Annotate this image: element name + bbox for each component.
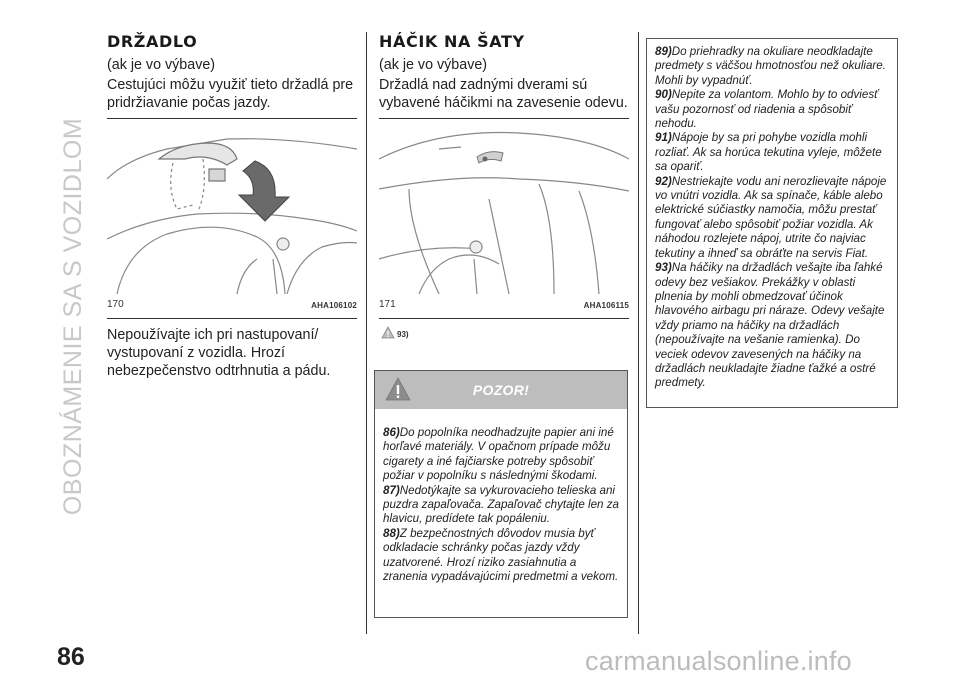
note-text: Nedotýkajte sa vykurovacieho telieska ani puzdra zapaľovača. Zapaľovač chytajte len za hlavicu, predídete tak popáleniu. xyxy=(383,483,619,526)
column-divider-right xyxy=(638,32,639,634)
figure-171 xyxy=(379,118,629,319)
note-93 xyxy=(655,261,893,391)
figure-171-code: AHA106115 xyxy=(583,301,629,310)
right-notes xyxy=(655,45,893,391)
note-number: 92) xyxy=(655,174,672,188)
note-number: 87) xyxy=(383,483,400,497)
figure-171-bottom-rule xyxy=(379,318,629,319)
warning-header xyxy=(375,371,627,409)
figure-170-number: 170 xyxy=(107,299,124,310)
note-text: Do popolníka neodhadzujte papier ani iné horľavé materiály. V opačnom prípade môžu cigarety a iné fajčiarske potreby spôsobiť požiar v popolníku s následnými škodami. xyxy=(383,426,614,483)
note-reference-93 xyxy=(381,326,409,339)
warning-box xyxy=(374,370,628,618)
section-heading-hook: HÁČIK NA ŠATY xyxy=(379,32,525,51)
hook-description: Držadlá nad zadnými dverami sú vybavené háčikmi na zavesenie odevu. xyxy=(379,77,628,111)
handle-warning-text: Nepoužívajte ich pri nastupovaní/ vystupovaní z vozidla. Hrozí nebezpečenstvo odtrhnutia a pádu. xyxy=(107,327,331,379)
note-number: 93) xyxy=(655,261,672,275)
note-text: Na háčiky na držadlách vešajte iba ľahké odevy bez vešiakov. Prekážky v oblasti plnenia by mohli obmedzovať účinok hlavového airbagu pri náraze. Odevy vešajte vždy priamo na háčiky na držadlách (nepoužívajte na vešanie ramienka). Do veciek odevov zavesených na háčiky na držadlách neukladajte žiadne ťažké a ostré predmety. xyxy=(655,261,885,390)
note-number: 89) xyxy=(655,45,672,58)
note-text: Z bezpečnostných dôvodov musia byť odkladacie schránky počas jazdy vždy uzatvorené. Hrozí riziko zasiahnutia a zranenia vypadávajúcimi predmetmi a vekom. xyxy=(383,526,619,584)
figure-170-code: AHA106102 xyxy=(311,301,357,310)
warning-note-88 xyxy=(383,527,623,585)
hook-illustration xyxy=(379,119,629,294)
note-text: Nepite za volantom. Mohlo by to odviesť vašu pozornosť od riadenia a spôsobiť nehodu. xyxy=(655,88,879,131)
chapter-title-vertical xyxy=(58,36,90,596)
note-text: Nápoje by sa pri pohybe vozidla mohli rozliať. Ak sa horúca tekutina vyleje, môžete sa opariť. xyxy=(655,131,882,174)
warning-title: POZOR! xyxy=(472,382,530,398)
handle-description: Cestujúci môžu využiť tieto držadlá pre pridržiavanie počas jazdy. xyxy=(107,77,354,111)
note-90 xyxy=(655,88,893,131)
note-number: 86) xyxy=(383,426,400,439)
handle-optional-note: (ak je vo výbave) xyxy=(107,57,216,73)
note-91 xyxy=(655,131,893,174)
warning-note-86 xyxy=(383,426,623,484)
figure-170-bottom-rule xyxy=(107,318,357,319)
figure-171-number: 171 xyxy=(379,299,396,310)
warning-notes xyxy=(383,426,623,584)
figure-170 xyxy=(107,118,357,319)
note-number: 88) xyxy=(383,526,400,540)
warning-note-87 xyxy=(383,484,623,527)
note-text: Nestriekajte vodu ani nerozlievajte nápoje vo vnútri vozidla. Ak sa spínače, káble alebo elektrické súčiastky namočia, môžu prestať fungovať alebo spôsobiť požiar vozidla. Ak náhodou rozlejete nápoj, utrite čo najviac tekutiny a ihneď sa obráťte na servis Fiat. xyxy=(655,174,887,260)
note-number: 91) xyxy=(655,131,672,145)
note-92 xyxy=(655,175,893,261)
note-number: 90) xyxy=(655,88,672,102)
section-heading-handle: DRŽADLO xyxy=(107,32,198,51)
page-number: 86 xyxy=(57,643,85,671)
hook-optional-note: (ak je vo výbave) xyxy=(379,57,488,73)
column-divider-left xyxy=(366,32,367,634)
note-89 xyxy=(655,45,893,88)
handle-illustration xyxy=(107,119,357,294)
note-ref-label: 93) xyxy=(397,330,409,339)
watermark-text: carmanualsonline.info xyxy=(585,646,852,676)
chapter-title-text: OBOZNÁMENIE SA S VOZIDLOM xyxy=(59,117,88,515)
warning-triangle-icon xyxy=(381,326,395,339)
note-text: Do priehradky na okuliare neodkladajte predmety s väčšou hmotnosťou než okuliare. Mohli by vypadnúť. xyxy=(655,45,886,87)
notes-box xyxy=(646,38,898,408)
